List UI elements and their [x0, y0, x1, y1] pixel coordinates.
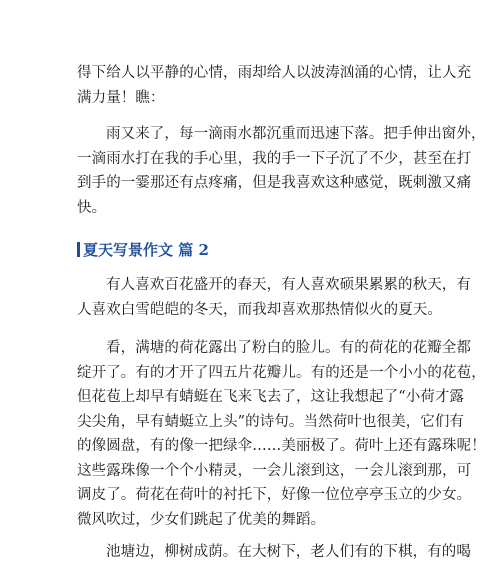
paragraph-lotus — [77, 336, 486, 532]
text-line: 一滴雨水打在我的手心里，我的手一下子沉了不少，甚至在打 — [77, 150, 472, 167]
text-line: 调皮了。荷花在荷叶的衬托下，好像一位位亭亭玉立的少女。 — [77, 487, 472, 503]
text-line: 的像圆盘，有的像一把绿伞……美丽极了。荷叶上还有露珠呢！ — [77, 438, 486, 454]
paragraph-rain-body — [77, 122, 486, 220]
text-line: 满力量！瞧： — [77, 89, 165, 106]
paragraph-pond — [77, 540, 471, 565]
heading-marker-icon — [77, 242, 80, 257]
text-line: 人喜欢白雪皑皑的冬天，而我却喜欢那热情似火的夏天。 — [77, 301, 442, 318]
text-line: 到手的一霎那还有点疼痛，但是我喜欢这种感觉，既刺激又痛 — [77, 175, 472, 191]
text-line: 得下给人以平静的心情，雨却给人以波涛汹涌的心情，让人充 — [77, 65, 472, 81]
section-heading — [77, 238, 209, 260]
text-line: 池塘边，柳树成荫。在大树下，老人们有的下棋，有的喝 — [106, 544, 471, 560]
text-line: 快。 — [77, 199, 107, 216]
text-line: 绽开了。有的才开了四五片花瓣儿。有的还是一个小小的花苞， — [77, 364, 486, 381]
section-heading-text: 夏天写景作文 篇 2 — [83, 240, 209, 259]
text-line: 但花苞上却早有蜻蜓在飞来飞去了，这让我想起了“小荷才露 — [77, 389, 465, 405]
paragraph-seasons — [77, 273, 471, 322]
text-line: 微风吹过，少女们跳起了优美的舞蹈。 — [77, 511, 326, 528]
paragraph-rain-intro — [77, 61, 472, 110]
text-line: 雨又来了，每一滴雨水都沉重而迅速下落。把手伸出窗外， — [106, 126, 486, 142]
text-line: 有人喜欢百花盛开的春天，有人喜欢硕果累累的秋天，有 — [106, 277, 471, 293]
text-line: 尖尖角，早有蜻蜓立上头”的诗句。当然荷叶也很美，它们有 — [77, 413, 465, 430]
text-line: 这些露珠像一个个小精灵，一会儿滚到这，一会儿滚到那，可 — [77, 462, 472, 479]
text-line: 看，满塘的荷花露出了粉白的脸儿。有的荷花的花瓣全都 — [106, 340, 471, 356]
